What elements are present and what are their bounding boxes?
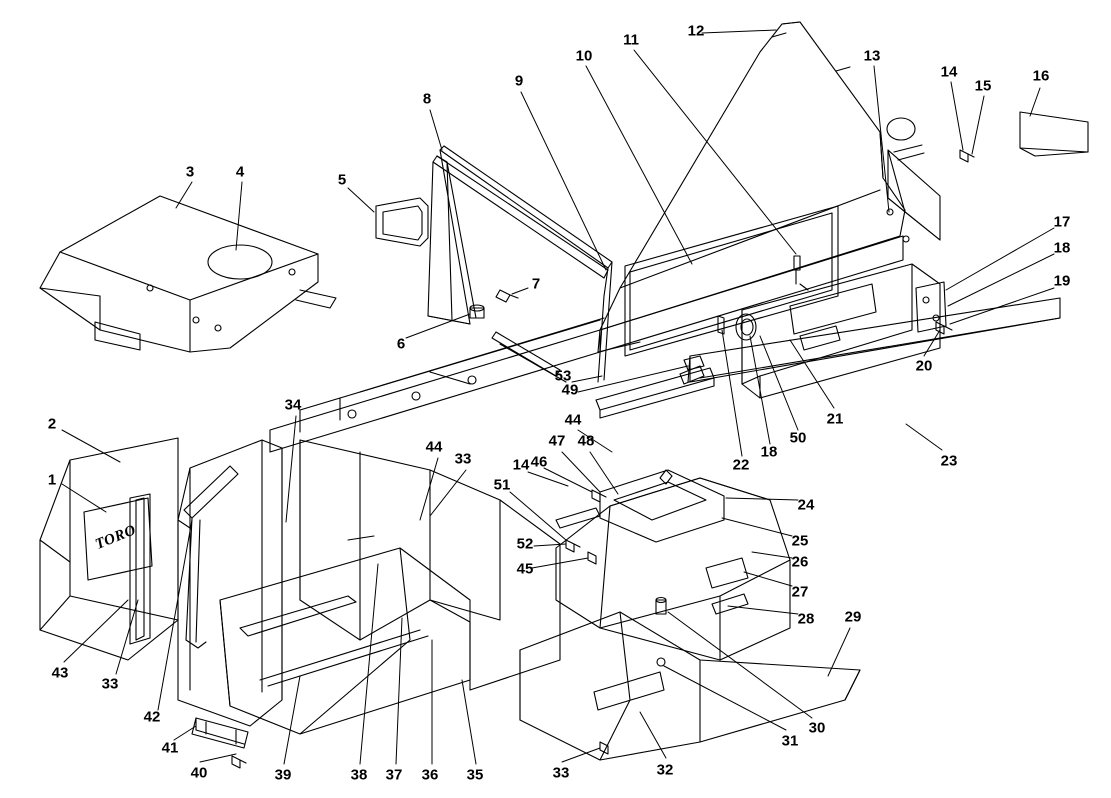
callout-21: 21 <box>826 410 844 428</box>
handle-5 <box>376 198 428 246</box>
callout-31: 31 <box>781 732 799 750</box>
callout-14-center: 14 <box>512 456 530 474</box>
rear-lower-panel <box>520 608 862 760</box>
callout-27: 27 <box>791 583 809 601</box>
callout-32: 32 <box>656 761 674 779</box>
callout-2: 2 <box>47 415 57 433</box>
callout-16: 16 <box>1032 67 1050 85</box>
callout-33-bottom: 33 <box>552 764 570 782</box>
callout-39: 39 <box>274 766 292 784</box>
callout-8: 8 <box>422 90 432 108</box>
callout-9: 9 <box>514 72 524 90</box>
callout-24: 24 <box>797 496 815 514</box>
callout-44-left: 44 <box>425 438 443 456</box>
callout-14-top: 14 <box>940 63 958 81</box>
callout-48: 48 <box>577 432 595 450</box>
callout-15: 15 <box>974 77 992 95</box>
fastener-6 <box>470 305 484 318</box>
callout-45: 45 <box>516 560 534 578</box>
callout-35: 35 <box>466 766 484 784</box>
callout-17: 17 <box>1053 213 1071 231</box>
toro-logo-decal: TORO <box>93 522 139 553</box>
callout-12: 12 <box>687 22 705 40</box>
callout-26: 26 <box>791 553 809 571</box>
callout-20: 20 <box>915 357 933 375</box>
callout-49: 49 <box>561 381 579 399</box>
callout-43: 43 <box>51 664 69 682</box>
callout-37: 37 <box>385 766 403 784</box>
callout-6: 6 <box>396 335 406 353</box>
connector-11 <box>794 256 808 290</box>
seal-strip-49 <box>596 356 714 418</box>
callout-34: 34 <box>284 396 302 414</box>
callout-5: 5 <box>337 171 347 189</box>
callout-4: 4 <box>235 163 245 181</box>
hood-right-bracket <box>887 150 974 242</box>
callout-42: 42 <box>143 708 161 726</box>
callout-11: 11 <box>623 31 639 49</box>
right-fender-assembly <box>556 470 790 666</box>
plate-16 <box>1020 112 1088 156</box>
right-body-panel <box>718 264 952 398</box>
callout-10: 10 <box>575 47 593 65</box>
callout-18-right: 18 <box>1053 239 1071 257</box>
leader-lines <box>62 30 1054 764</box>
callout-19: 19 <box>1053 272 1071 290</box>
bracket-41 <box>192 718 248 768</box>
callout-52: 52 <box>516 535 534 553</box>
callout-47: 47 <box>548 432 566 450</box>
callout-25: 25 <box>791 532 809 550</box>
callout-44-right: 44 <box>564 411 582 429</box>
callout-30: 30 <box>808 719 826 737</box>
callout-18-center: 18 <box>760 443 778 461</box>
callout-51: 51 <box>493 476 511 494</box>
callout-40: 40 <box>190 764 208 782</box>
callout-13: 13 <box>863 47 881 65</box>
callout-53: 53 <box>554 367 572 385</box>
callout-1: 1 <box>47 471 57 489</box>
callout-38: 38 <box>350 766 368 784</box>
callout-22: 22 <box>732 456 750 474</box>
callout-36: 36 <box>421 766 439 784</box>
callout-29: 29 <box>844 608 862 626</box>
fastener-7 <box>496 290 518 302</box>
callout-33-left: 33 <box>101 675 119 693</box>
callout-7: 7 <box>531 275 541 293</box>
callout-23: 23 <box>940 452 958 470</box>
callout-28: 28 <box>797 610 815 628</box>
callout-3: 3 <box>185 163 195 181</box>
callout-46: 46 <box>530 453 548 471</box>
left-hood-panel <box>40 196 336 352</box>
callout-50: 50 <box>789 429 807 447</box>
callout-33-center: 33 <box>454 450 472 468</box>
callout-41: 41 <box>161 739 179 757</box>
